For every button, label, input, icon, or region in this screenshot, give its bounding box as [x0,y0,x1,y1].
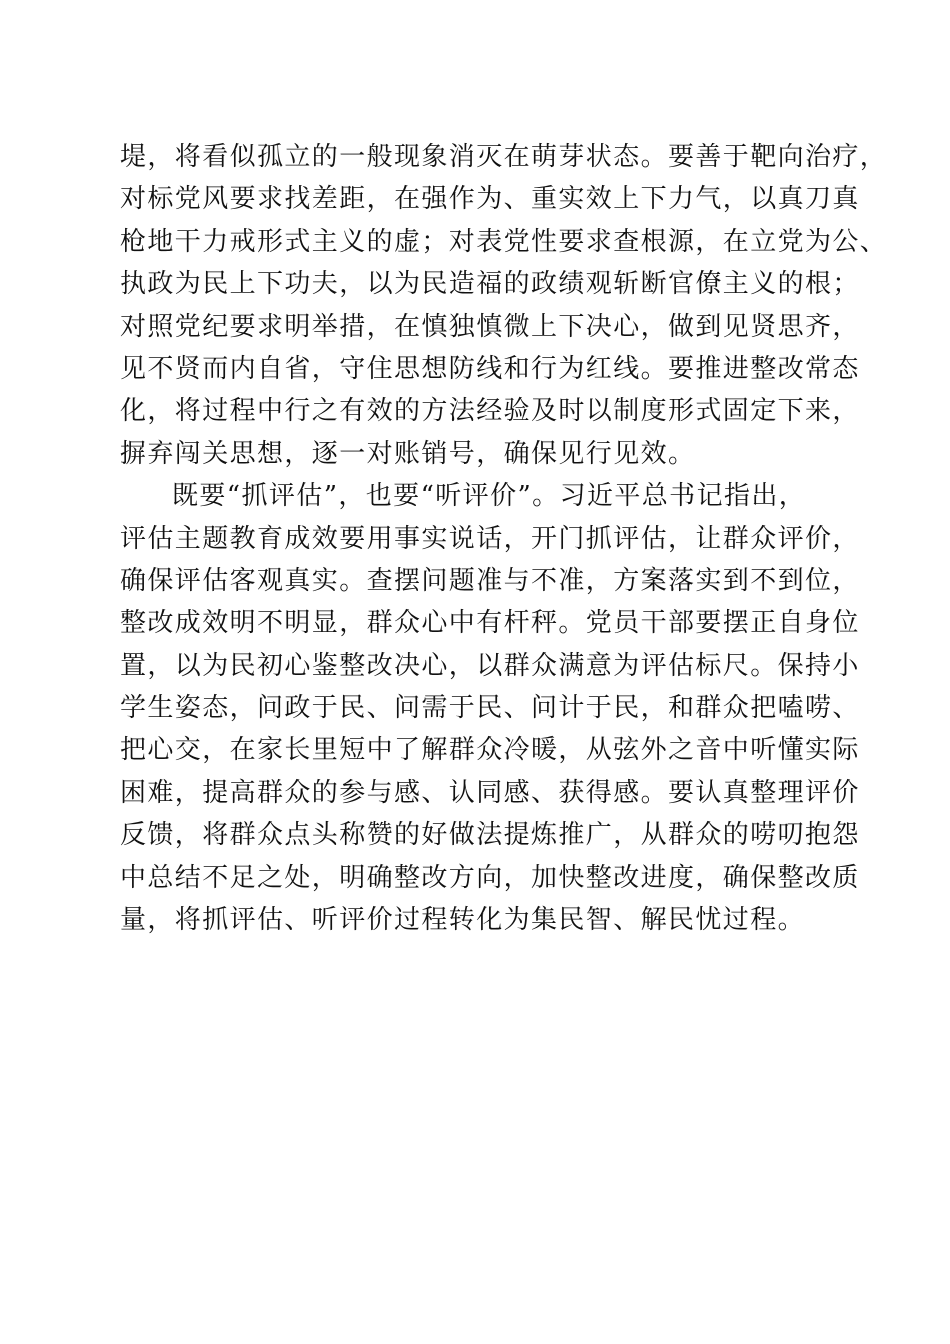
text-line: 评估主题教育成效要用事实说话，开门抓评估，让群众评价， [120,523,860,554]
text-line: 把心交，在家长里短中了解群众冷暖，从弦外之音中听懂实际 [120,735,860,766]
text-line: 困难，提高群众的参与感、认同感、获得感。要认真整理评价 [120,777,860,808]
text-line: 整改成效明不明显，群众心中有杆秤。党员干部要摆正自身位 [120,608,860,639]
text-line: 置，以为民初心鉴整改决心，以群众满意为评估标尺。保持小 [120,650,860,681]
text-line: 量，将抓评估、听评价过程转化为集民智、解民忧过程。 [120,905,806,936]
text-line: 化，将过程中行之有效的方法经验及时以制度形式固定下来， [120,396,860,427]
paragraph-2 [120,475,860,941]
text-line: 确保评估客观真实。查摆问题准与不准，方案落实到不到位， [120,565,860,596]
paragraph-1 [120,136,888,475]
text-line: 既要“抓评估”，也要“听评价”。习近平总书记指出， [172,481,807,512]
text-line: 对照党纪要求明举措，在慎独慎微上下决心，做到见贤思齐， [120,311,860,342]
text-line: 枪地干力戒形式主义的虚；对表党性要求查根源，在立党为公、 [120,226,888,257]
text-line: 堤，将看似孤立的一般现象消灭在萌芽状态。要善于靶向治疗， [120,142,888,172]
document-body [120,136,888,941]
text-line: 学生姿态，问政于民、问需于民、问计于民，和群众把嗑唠、 [120,693,860,724]
text-line: 中总结不足之处，明确整改方向，加快整改进度，确保整改质 [120,862,860,893]
text-line: 对标党风要求找差距，在强作为、重实效上下力气，以真刀真 [120,184,860,215]
text-line: 摒弃闯关思想，逐一对账销号，确保见行见效。 [120,438,696,469]
text-line: 见不贤而内自省，守住思想防线和行为红线。要推进整改常态 [120,353,860,384]
text-line: 执政为民上下功夫，以为民造福的政绩观斩断官僚主义的根； [120,269,860,300]
text-line: 反馈，将群众点头称赞的好做法提炼推广，从群众的唠叨抱怨 [120,820,860,851]
